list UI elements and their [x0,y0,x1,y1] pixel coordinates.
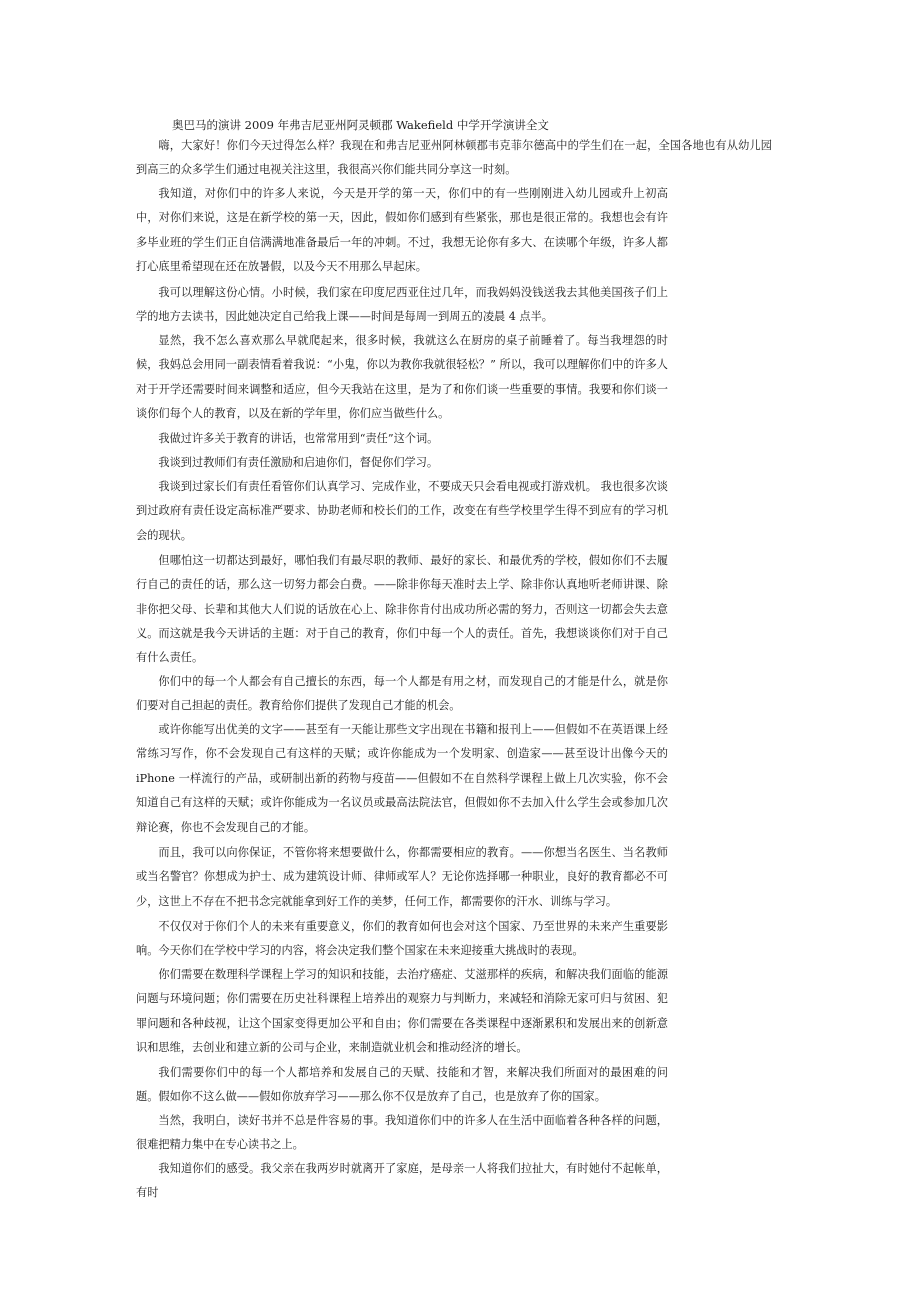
paragraph-14: 你们需要在数理科学课程上学习的知识和技能，去治疗癌症、艾滋那样的疾病，和解决我们面临的能源问题与环境问题；你们需要在历史社科课程上培养出的观察力与判断力，来减轻和消除无家可归与贫困、犯罪问题和各种歧视，让这个国家变得更加公平和自由；你们需要在各类课程中逐渐累积和发展出来的创新意识和思维，去创业和建立新的公司与企业，来制造就业机会和推动经济的增长。 [136,968,668,1055]
paragraph-16: 当然，我明白，读好书并不总是件容易的事。我知道你们中的许多人在生活中面临着各种各样的问题，很难把精力集中在专心读书之上。 [136,1114,668,1152]
paragraph-12: 而且，我可以向你保证，不管你将来想要做什么，你都需要相应的教育。——你想当名医生、当名教师或当名警官？你想成为护士、成为建筑设计师、律师或军人？无论你选择哪一种职业，良好的教育都必不可少，这世上不存在不把书念完就能拿到好工作的美梦，任何工作，都需要你的汗水、训练与学习。 [136,846,668,908]
paragraph-9: 而这就是我今天讲话的主题：对于自己的教育，你们中每一个人的责任。首先，我想谈谈你们对于自己有什么责任。 [136,627,668,665]
paragraph-11: 或许你能写出优美的文字——甚至有一天能让那些文字出现在书籍和报刊上——但假如不在英语课上经常练习写作，你不会发现自己有这样的天赋；或许你能成为一个发明家、创造家——甚至设计出像今天的 iPhone 一样流行的产品，或研制出新的药物与疫苗——但假如不在自然科学课程上做上几次实验，你不会知道自己有这样的天赋；或许你能成为一名议员或最高法院法官，但假如你不去加入什么学生会或参加几次辩论赛，你也不会发现自己的才能。 [136,723,668,834]
paragraph-17: 我知道你们的感受。我父亲在我两岁时就离开了家庭，是母亲一人将我们拉扯大，有时她付不起帐单，有时 [136,1162,668,1200]
paragraph-2: 我知道，对你们中的许多人来说，今天是开学的第一天，你们中的有一些刚刚进入幼儿园或升上初高中，对你们来说，这是在新学校的第一天，因此，假如你们感到有些紧张，那也是很正常的。我想也会有许多毕业班的学生们正自信满满地准备最后一年的冲刺。不过，我想无论你有多大、在读哪个年级，许多人都打心底里希望现在还在放暑假，以及今天不用那么早起床。 [136,187,668,274]
paragraph-7: 我谈到过家长们有责任看管你们认真学习、完成作业，不要成天只会看电视或打游戏机。 我也很多次谈到过政府有责任设定高标准严要求、协助老师和校长们的工作，改变在有些学校里学生得不到应有的学习机会的现状。 [136,480,668,542]
paragraph-6: 我谈到过教师们有责任激励和启迪你们，督促你们学习。 [158,456,439,469]
paragraph-4: 显然，我不怎么喜欢那么早就爬起来，很多时候，我就这么在厨房的桌子前睡着了。每当我埋怨的时候，我妈总会用同一副表情看着我说：“小鬼，你以为教你我就很轻松？” 所以，我可以理解你们中的许多人对于开学还需要时间来调整和适应，但今天我站在这里，是为了和你们谈一些重要的事情。我要和你们谈一谈你们每个人的教育，以及在新的学年里，你们应当做些什么。 [136,334,668,421]
paragraph-15: 我们需要你们中的每一个人都培养和发展自己的天赋、技能和才智，来解决我们所面对的最困难的问题。假如你不这么做——假如你放弃学习——那么你不仅是放弃了自己，也是放弃了你的国家。 [136,1066,668,1104]
paragraph-1: 嗨，大家好！你们今天过得怎么样？我现在和弗吉尼亚州阿林顿郡韦克菲尔德高中的学生们在一起，全国各地也有从幼儿园到高三的众多学生们通过电视关注这里，我很高兴你们能共同分享这一时刻。 [136,139,772,177]
paragraph-10: 你们中的每一个人都会有自己擅长的东西，每一个人都是有用之材，而发现自己的才能是什么，就是你们要对自己担起的责任。教育给你们提供了发现自己才能的机会。 [136,675,668,713]
paragraph-5: 我做过许多关于教育的讲话，也常常用到“责任”这个词。 [158,432,439,445]
paragraph-8: 但哪怕这一切都达到最好，哪怕我们有最尽职的教师、最好的家长、和最优秀的学校，假如你们不去履行自己的责任的话，那么这一切努力都会白费。——除非你每天准时去上学、除非你认真地听老师讲课、除非你把父母、长辈和其他大人们说的话放在心上、除非你肯付出成功所必需的努力，否则这一切都会失去意义。 [136,554,668,641]
paragraph-13: 不仅仅对于你们个人的未来有重要意义，你们的教育如何也会对这个国家、乃至世界的未来产生重要影响。今天你们在学校中学习的内容，将会决定我们整个国家在未来迎接重大挑战时的表现。 [136,920,668,958]
paragraph-3: 我可以理解这份心情。小时候，我们家在印度尼西亚住过几年，而我妈妈没钱送我去其他美国孩子们上学的地方去读书，因此她决定自己给我上课——时间是每周一到周五的凌晨 4 点半。 [136,286,668,324]
document-title: 奥巴马的演讲 2009 年弗吉尼亚州阿灵顿郡 Wakefield 中学开学演讲全文 [172,118,549,132]
